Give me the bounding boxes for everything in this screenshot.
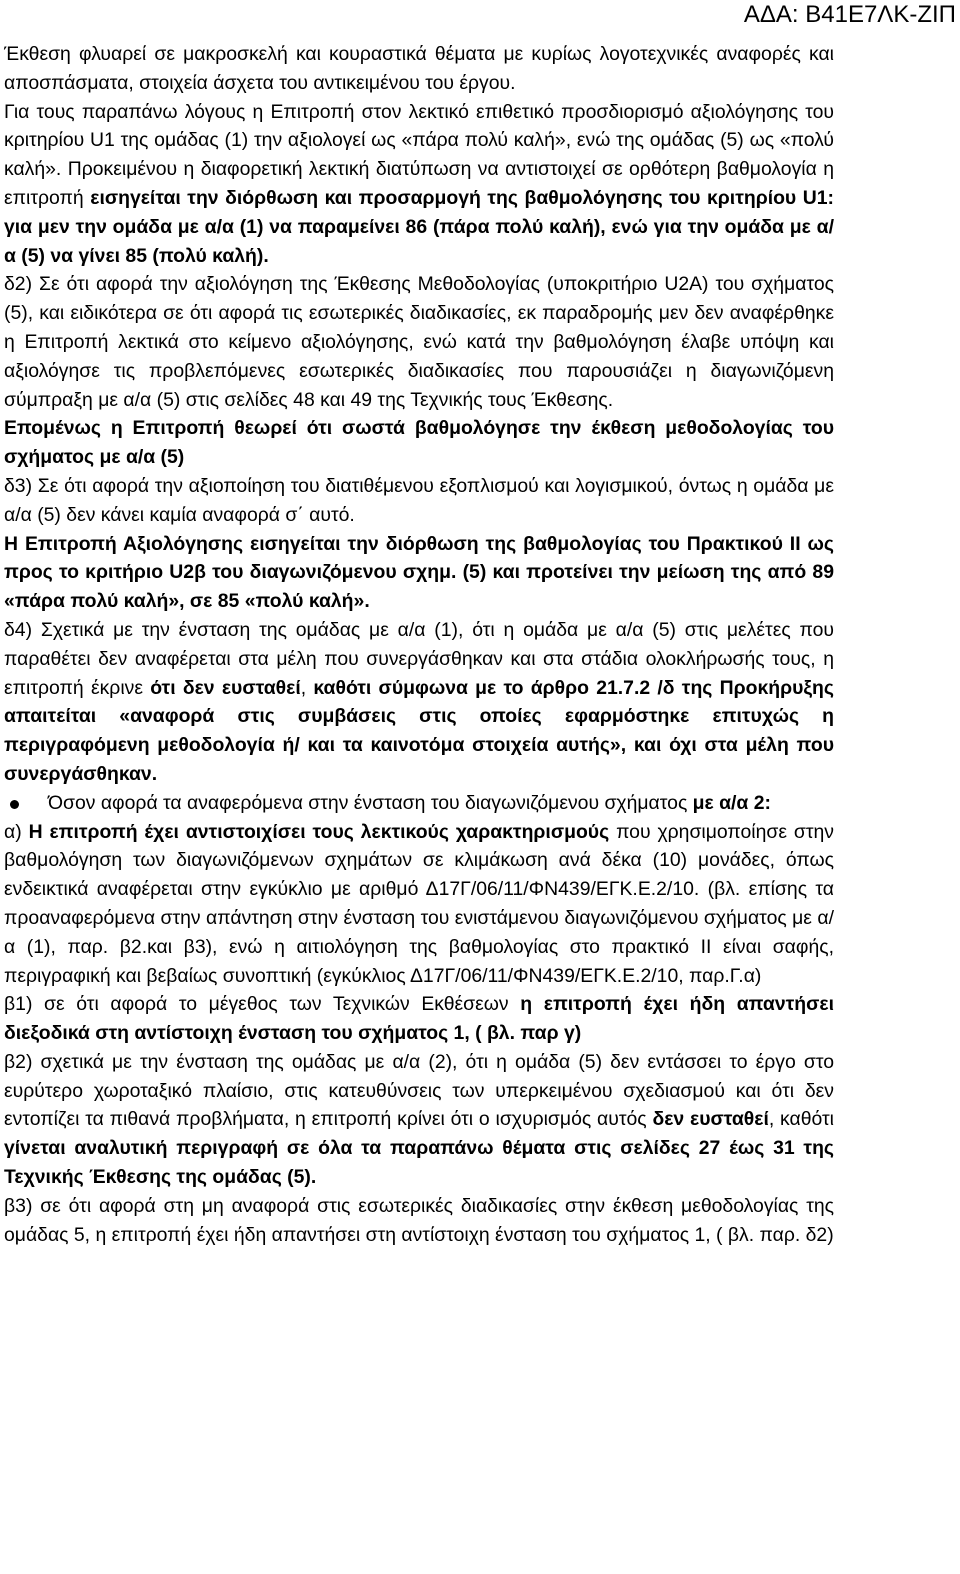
paragraph-b1-bold: η επιτροπή έχει ήδη απαντήσει διεξοδικά στη αντίστοιχη ένσταση του σχήματος 1, ( βλ. παρ γ): [4, 993, 834, 1045]
bullet-item-bold: με α/α 2:: [692, 791, 771, 814]
paragraph-b2: [4, 1048, 834, 1192]
paragraph-2: [4, 98, 834, 271]
paragraph-d2: δ2) Σε ότι αφορά την αξιολόγηση της Έκθεσης Μεθοδολογίας (υποκριτήριο U2A) του σχήματος (5), και ειδικότερα σε ότι αφορά τις εσωτερικές διαδικασίες, εκ παραδρομής μεν δεν αναφέρθηκε η Επιτροπή λεκτικά στο κείμενο αξιολόγησης, ενώ κατά την βαθμολόγηση έλαβε υπόψη και αξιολόγησε τις προβλεπόμενες εσωτερικές διαδικασίες που παρουσιάζει η διαγωνιζόμενη σύμπραξη με α/α (5) στις σελίδες 48 και 49 της Τεχνικής τους Έκθεσης.: [4, 273, 834, 411]
paragraph-recommendation-d3-bold: Η Επιτροπή Αξιολόγησης εισηγείται την διόρθωση της βαθμολογίας του Πρακτικού ΙΙ ως προς το κριτήριο U2β του διαγωνιζόμενου σχημ. (5) και προτείνει την μείωση της από 89 «πάρα πολύ καλή», σε 85 «πολύ καλή».: [4, 532, 834, 613]
bullet-dot-icon: [10, 800, 19, 809]
paragraph-1: Έκθεση φλυαρεί σε μακροσκελή και κουραστικά θέματα με κυρίως λογοτεχνικές αναφορές και αποσπάσματα, στοιχεία άσχετα του αντικειμένου του έργου.: [4, 43, 834, 94]
paragraph-b1-text: β1) σε ότι αφορά το μέγεθος των Τεχνικών Εκθέσεων: [4, 993, 521, 1016]
paragraph-d4: [4, 616, 834, 789]
paragraph-2-text: Για τους παραπάνω λόγους η Επιτροπή στον λεκτικό επιθετικό προσδιορισμό αξιολόγησης του κριτηρίου U1 της ομάδας (1) την αξιολογεί ως «πάρα πολύ καλή», ενώ της ομάδας (5) ως «πολύ καλή». Προκειμένου η διαφορετική λεκτική διατύπωση να αντιστοιχεί σε ορθότερη βαθμολογία η επιτροπή: [4, 100, 834, 209]
paragraph-2-bold: εισηγείται την διόρθωση και προσαρμογή της βαθμολόγησης του κριτηρίου U1: για μεν την ομάδα με α/α (1) να παραμείνει 86 (πάρα πολύ καλή), ενώ για την ομάδα με α/α (5) να γίνει 85 (πολύ καλή).: [4, 186, 834, 267]
bullet-item: [4, 789, 834, 818]
paragraph-d4-text: δ4) Σχετικά με την ένσταση της ομάδας με α/α (1), ότι η ομάδα με α/α (5) στις μελέτες που παραθέτει δεν αναφέρεται στα μέλη που συνεργάσθηκαν και στα στάδια ολοκλήρωσής τους, η επιτροπή έκρινε: [4, 618, 834, 699]
paragraph-a-prefix: α): [4, 820, 29, 843]
paragraph-b2-bold-2: γίνεται αναλυτική περιγραφή σε όλα τα παραπάνω θέματα στις σελίδες 27 έως 31 της Τεχνικής Έκθεσης της ομάδας (5).: [4, 1137, 834, 1189]
paragraph-b3: β3) σε ότι αφορά στη μη αναφορά στις εσωτερικές διαδικασίες στην έκθεση μεθοδολογίας της ομάδας 5, η επιτροπή έχει ήδη απαντήσει στη αντίστοιχη ένσταση του σχήματος 1, ( βλ. παρ. δ2): [4, 1194, 834, 1246]
paragraph-d4-bold-2: καθότι σύμφωνα με το άρθρο 21.7.2 /δ της Προκήρυξης απαιτείται «αναφορά στις συμβάσεις στις οποίες εφαρμόστηκε επιτυχώς η περιγραφόμενη μεθοδολογία ή/ και τα καινοτόμα στοιχεία αυτής», και όχι στα μέλη που συνεργάσθηκαν.: [4, 676, 834, 785]
paragraph-d3: δ3) Σε ότι αφορά την αξιοποίηση του διατιθέμενου εξοπλισμού και λογισμικού, όντως η ομάδα με α/α (5) δεν κάνει καμία αναφορά σ΄ αυτό.: [4, 474, 834, 526]
paragraph-b1: [4, 990, 834, 1048]
paragraph-b2-mid: , καθότι: [768, 1108, 834, 1131]
bullet-item-text: Όσον αφορά τα αναφερόμενα στην ένσταση του διαγωνιζόμενου σχήματος: [48, 791, 693, 814]
paragraph-b2-bold-1: δεν ευσταθεί: [652, 1108, 769, 1131]
paragraph-b2-text: β2) σχετικά με την ένσταση της ομάδας με α/α (2), ότι η ομάδα (5) δεν εντάσσει το έργο στο ευρύτερο χωροταξικό πλαίσιο, στις κατευθύνσεις των υπερκειμένου σχεδιασμού και ότι δεν εντοπίζει τα πιθανά προβλήματα, η επιτροπή κρίνει ότι ο ισχυρισμός αυτός: [4, 1050, 834, 1131]
paragraph-recommendation-d3: [4, 530, 834, 616]
paragraph-conclusion-d2: [4, 414, 834, 472]
paragraph-a-bold: Η επιτροπή έχει αντιστοιχίσει τους λεκτικούς χαρακτηρισμούς: [28, 820, 610, 843]
paragraph-d4-bold-1: ότι δεν ευσταθεί: [150, 676, 301, 699]
paragraph-d4-comma: ,: [300, 676, 314, 699]
paragraph-a: [4, 818, 834, 991]
paragraph-a-text: που χρησιμοποίησε στην βαθμολόγηση των διαγωνιζόμενων σχημάτων σε κλιμάκωση ανά δέκα (10) μονάδες, όπως ενδεικτικά αναφέρεται στην εγκύκλιο με αριθμό Δ17Γ/06/11/ΦΝ439/ΕΓΚ.Ε.2/10. (βλ. επίσης τα προαναφερόμενα στην απάντηση στην ένσταση του ενιστάμενου διαγωνιζόμενου σχήματος με α/α (1), παρ. β2.και β3), ενώ η αιτιολόγηση της βαθμολογίας στο πρακτικό ΙΙ είναι σαφής, περιγραφική και βεβαίως συνοπτική (εγκύκλιος Δ17Γ/06/11/ΦΝ439/ΕΓΚ.Ε.2/10, παρ.Γ.α): [4, 820, 834, 987]
paragraph-conclusion-d2-bold: Επομένως η Επιτροπή θεωρεί ότι σωστά βαθμολόγησε την έκθεση μεθοδολογίας του σχήματος με α/α (5): [4, 417, 834, 469]
document-body: [4, 40, 834, 1249]
ada-header: ΑΔΑ: Β41Ε7ΛΚ-ΖΙΠ: [743, 1, 956, 28]
